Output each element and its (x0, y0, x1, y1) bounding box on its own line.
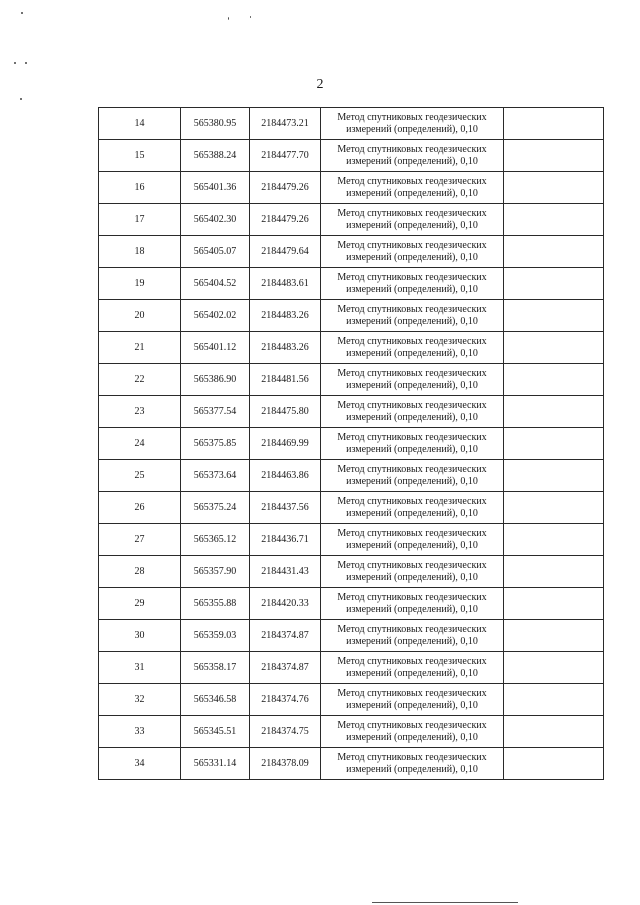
point-number-cell: 21 (99, 332, 181, 364)
empty-cell (504, 364, 604, 396)
x-coordinate-cell: 565357.90 (181, 556, 250, 588)
empty-cell (504, 204, 604, 236)
method-cell (321, 620, 504, 652)
method-line-2: измерений (определений), 0,10 (346, 571, 478, 583)
y-coordinate-cell: 2184437.56 (250, 492, 321, 524)
y-coordinate-cell: 2184431.43 (250, 556, 321, 588)
x-coordinate-cell: 565359.03 (181, 620, 250, 652)
method-line-1: Метод спутниковых геодезических (337, 527, 487, 539)
empty-cell (504, 108, 604, 140)
method-line-2: измерений (определений), 0,10 (346, 187, 478, 199)
method-cell (321, 108, 504, 140)
y-coordinate-cell: 2184374.87 (250, 652, 321, 684)
method-line-1: Метод спутниковых геодезических (337, 143, 487, 155)
point-number-cell: 25 (99, 460, 181, 492)
table-row (99, 268, 604, 300)
empty-cell (504, 300, 604, 332)
scan-speck (228, 17, 229, 20)
method-line-1: Метод спутниковых геодезических (337, 399, 487, 411)
point-number-cell: 29 (99, 588, 181, 620)
point-number-cell: 18 (99, 236, 181, 268)
y-coordinate-cell: 2184374.87 (250, 620, 321, 652)
table-row (99, 332, 604, 364)
method-cell (321, 492, 504, 524)
empty-cell (504, 140, 604, 172)
method-cell (321, 204, 504, 236)
method-cell (321, 460, 504, 492)
method-cell (321, 652, 504, 684)
y-coordinate-cell: 2184374.76 (250, 684, 321, 716)
method-cell (321, 588, 504, 620)
point-number-cell: 23 (99, 396, 181, 428)
method-line-2: измерений (определений), 0,10 (346, 635, 478, 647)
method-cell (321, 268, 504, 300)
method-line-1: Метод спутниковых геодезических (337, 591, 487, 603)
x-coordinate-cell: 565404.52 (181, 268, 250, 300)
empty-cell (504, 716, 604, 748)
method-cell (321, 236, 504, 268)
method-line-1: Метод спутниковых геодезических (337, 623, 487, 635)
scan-speck (14, 62, 16, 64)
y-coordinate-cell: 2184436.71 (250, 524, 321, 556)
x-coordinate-cell: 565375.24 (181, 492, 250, 524)
method-cell (321, 332, 504, 364)
y-coordinate-cell: 2184483.26 (250, 332, 321, 364)
method-cell (321, 300, 504, 332)
method-cell (321, 556, 504, 588)
method-line-1: Метод спутниковых геодезических (337, 239, 487, 251)
method-line-1: Метод спутниковых геодезических (337, 463, 487, 475)
y-coordinate-cell: 2184477.70 (250, 140, 321, 172)
empty-cell (504, 428, 604, 460)
method-line-2: измерений (определений), 0,10 (346, 315, 478, 327)
method-line-2: измерений (определений), 0,10 (346, 667, 478, 679)
scan-speck (20, 98, 22, 100)
method-line-1: Метод спутниковых геодезических (337, 175, 487, 187)
x-coordinate-cell: 565402.30 (181, 204, 250, 236)
method-line-2: измерений (определений), 0,10 (346, 283, 478, 295)
point-number-cell: 33 (99, 716, 181, 748)
method-line-2: измерений (определений), 0,10 (346, 475, 478, 487)
empty-cell (504, 620, 604, 652)
method-line-1: Метод спутниковых геодезических (337, 719, 487, 731)
table-row (99, 236, 604, 268)
empty-cell (504, 652, 604, 684)
scan-speck (250, 16, 251, 18)
x-coordinate-cell: 565405.07 (181, 236, 250, 268)
point-number-cell: 32 (99, 684, 181, 716)
point-number-cell: 26 (99, 492, 181, 524)
table-row (99, 108, 604, 140)
scan-speck (25, 62, 27, 64)
method-line-2: измерений (определений), 0,10 (346, 379, 478, 391)
method-line-1: Метод спутниковых геодезических (337, 495, 487, 507)
method-line-2: измерений (определений), 0,10 (346, 731, 478, 743)
table-row (99, 396, 604, 428)
x-coordinate-cell: 565401.12 (181, 332, 250, 364)
x-coordinate-cell: 565377.54 (181, 396, 250, 428)
method-line-2: измерений (определений), 0,10 (346, 539, 478, 551)
coordinates-table-body (99, 108, 604, 780)
method-cell (321, 140, 504, 172)
method-line-1: Метод спутниковых геодезических (337, 751, 487, 763)
x-coordinate-cell: 565388.24 (181, 140, 250, 172)
y-coordinate-cell: 2184479.26 (250, 172, 321, 204)
method-line-1: Метод спутниковых геодезических (337, 303, 487, 315)
y-coordinate-cell: 2184473.21 (250, 108, 321, 140)
x-coordinate-cell: 565402.02 (181, 300, 250, 332)
method-cell (321, 524, 504, 556)
y-coordinate-cell: 2184378.09 (250, 748, 321, 780)
point-number-cell: 14 (99, 108, 181, 140)
method-line-2: измерений (определений), 0,10 (346, 155, 478, 167)
x-coordinate-cell: 565380.95 (181, 108, 250, 140)
x-coordinate-cell: 565375.85 (181, 428, 250, 460)
table-row (99, 300, 604, 332)
method-line-1: Метод спутниковых геодезических (337, 655, 487, 667)
table-row (99, 556, 604, 588)
empty-cell (504, 172, 604, 204)
method-line-1: Метод спутниковых геодезических (337, 111, 487, 123)
method-line-2: измерений (определений), 0,10 (346, 763, 478, 775)
table-row (99, 204, 604, 236)
point-number-cell: 31 (99, 652, 181, 684)
empty-cell (504, 492, 604, 524)
table-row (99, 492, 604, 524)
method-line-2: измерений (определений), 0,10 (346, 699, 478, 711)
point-number-cell: 30 (99, 620, 181, 652)
method-line-1: Метод спутниковых геодезических (337, 367, 487, 379)
point-number-cell: 15 (99, 140, 181, 172)
point-number-cell: 20 (99, 300, 181, 332)
x-coordinate-cell: 565358.17 (181, 652, 250, 684)
empty-cell (504, 460, 604, 492)
table-row (99, 684, 604, 716)
table-row (99, 428, 604, 460)
point-number-cell: 34 (99, 748, 181, 780)
y-coordinate-cell: 2184479.26 (250, 204, 321, 236)
method-cell (321, 684, 504, 716)
coordinates-table (98, 107, 604, 780)
table-row (99, 140, 604, 172)
point-number-cell: 28 (99, 556, 181, 588)
y-coordinate-cell: 2184479.64 (250, 236, 321, 268)
x-coordinate-cell: 565373.64 (181, 460, 250, 492)
y-coordinate-cell: 2184475.80 (250, 396, 321, 428)
table-row (99, 172, 604, 204)
method-line-1: Метод спутниковых геодезических (337, 207, 487, 219)
table-row (99, 748, 604, 780)
point-number-cell: 22 (99, 364, 181, 396)
empty-cell (504, 396, 604, 428)
method-line-1: Метод спутниковых геодезических (337, 559, 487, 571)
table-row (99, 460, 604, 492)
point-number-cell: 27 (99, 524, 181, 556)
y-coordinate-cell: 2184463.86 (250, 460, 321, 492)
method-line-2: измерений (определений), 0,10 (346, 603, 478, 615)
empty-cell (504, 684, 604, 716)
method-line-2: измерений (определений), 0,10 (346, 219, 478, 231)
x-coordinate-cell: 565345.51 (181, 716, 250, 748)
y-coordinate-cell: 2184374.75 (250, 716, 321, 748)
method-line-2: измерений (определений), 0,10 (346, 411, 478, 423)
x-coordinate-cell: 565346.58 (181, 684, 250, 716)
method-cell (321, 748, 504, 780)
table-row (99, 588, 604, 620)
table-row (99, 716, 604, 748)
empty-cell (504, 748, 604, 780)
y-coordinate-cell: 2184469.99 (250, 428, 321, 460)
y-coordinate-cell: 2184483.61 (250, 268, 321, 300)
method-line-2: измерений (определений), 0,10 (346, 347, 478, 359)
method-line-2: измерений (определений), 0,10 (346, 507, 478, 519)
point-number-cell: 17 (99, 204, 181, 236)
scan-speck (21, 12, 23, 14)
x-coordinate-cell: 565355.88 (181, 588, 250, 620)
table-row (99, 652, 604, 684)
empty-cell (504, 236, 604, 268)
point-number-cell: 19 (99, 268, 181, 300)
method-cell (321, 716, 504, 748)
table-row (99, 524, 604, 556)
method-cell (321, 364, 504, 396)
method-line-2: измерений (определений), 0,10 (346, 251, 478, 263)
empty-cell (504, 524, 604, 556)
bottom-rule (372, 902, 518, 903)
y-coordinate-cell: 2184481.56 (250, 364, 321, 396)
x-coordinate-cell: 565331.14 (181, 748, 250, 780)
x-coordinate-cell: 565365.12 (181, 524, 250, 556)
point-number-cell: 24 (99, 428, 181, 460)
table-row (99, 364, 604, 396)
empty-cell (504, 332, 604, 364)
point-number-cell: 16 (99, 172, 181, 204)
empty-cell (504, 588, 604, 620)
x-coordinate-cell: 565386.90 (181, 364, 250, 396)
empty-cell (504, 556, 604, 588)
method-line-2: измерений (определений), 0,10 (346, 123, 478, 135)
method-cell (321, 396, 504, 428)
method-line-1: Метод спутниковых геодезических (337, 335, 487, 347)
method-line-2: измерений (определений), 0,10 (346, 443, 478, 455)
method-line-1: Метод спутниковых геодезических (337, 271, 487, 283)
method-cell (321, 428, 504, 460)
page-number: 2 (316, 77, 324, 92)
y-coordinate-cell: 2184483.26 (250, 300, 321, 332)
x-coordinate-cell: 565401.36 (181, 172, 250, 204)
method-cell (321, 172, 504, 204)
method-line-1: Метод спутниковых геодезических (337, 687, 487, 699)
table-row (99, 620, 604, 652)
empty-cell (504, 268, 604, 300)
y-coordinate-cell: 2184420.33 (250, 588, 321, 620)
method-line-1: Метод спутниковых геодезических (337, 431, 487, 443)
